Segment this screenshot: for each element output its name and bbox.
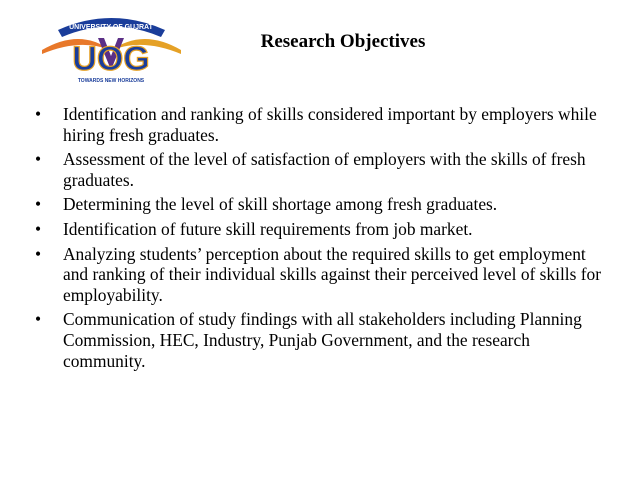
objective-item — [33, 244, 608, 306]
objective-item — [33, 194, 608, 215]
bullet-icon: • — [35, 194, 42, 215]
objective-text: Analyzing students’ perception about the required skills to get employment and ranking of their individual skills against their perceived level of skills for employability. — [63, 243, 602, 305]
objective-item — [33, 104, 608, 145]
bullet-icon: • — [35, 243, 42, 264]
objective-text: Identification of future skill requirements from job market. — [63, 218, 473, 239]
bullet-icon: • — [35, 104, 42, 124]
objective-item — [33, 149, 608, 190]
bullet-icon: • — [35, 309, 42, 330]
logo-main-text: UOG — [72, 40, 150, 78]
objective-text: Identification and ranking of skills considered important by employers while hiring fresh graduates. — [63, 104, 597, 145]
objectives-list — [33, 104, 608, 375]
objective-item — [33, 219, 608, 240]
objective-item — [33, 309, 608, 371]
objective-text: Assessment of the level of satisfaction of employers with the skills of fresh graduates. — [63, 149, 586, 190]
bullet-icon: • — [35, 218, 42, 239]
objective-text: Determining the level of skill shortage among fresh graduates. — [63, 194, 498, 215]
logo-top-text: UNIVERSITY OF GUJRAT — [69, 24, 153, 31]
objective-text: Communication of study findings with all stakeholders including Planning Commission, HEC, Industry, Punjab Government, and the research community. — [63, 309, 582, 371]
logo-bottom-text: TOWARDS NEW HORIZONS — [77, 78, 145, 84]
bullet-icon: • — [35, 149, 42, 170]
slide-title: Research Objectives — [260, 31, 426, 52]
